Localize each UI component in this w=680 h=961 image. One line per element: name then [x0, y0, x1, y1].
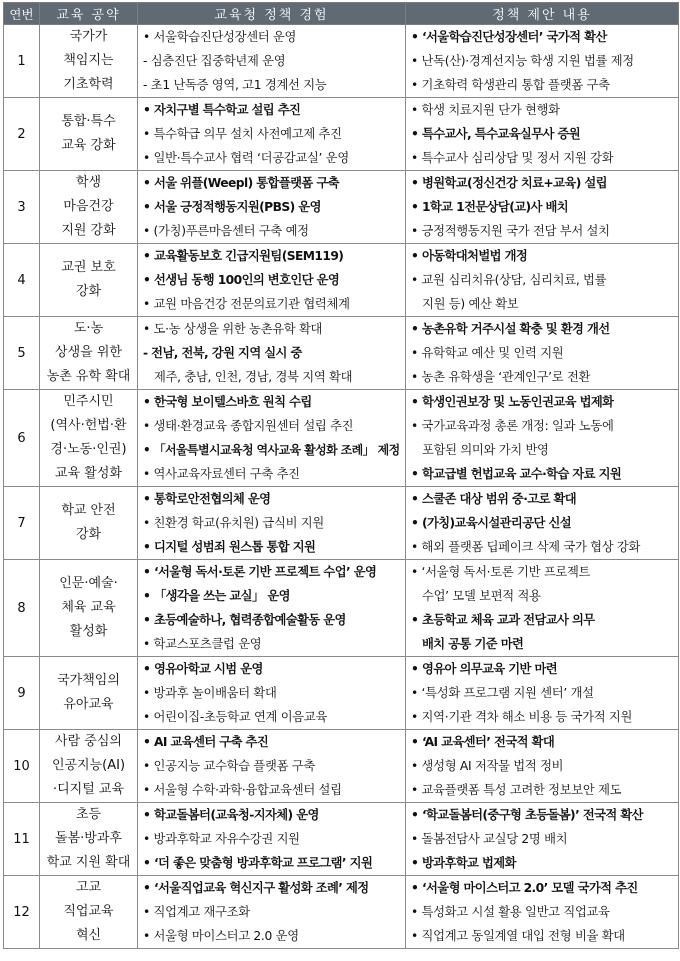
proposal-item: • 기초학력 학생관리 통합 플랫폼 구축 — [411, 78, 610, 92]
experience-item: - 심층진단 집중학년제 운영 — [143, 54, 286, 68]
table-row — [4, 390, 679, 487]
pledge-line: 인공지능(AI) — [51, 758, 126, 773]
pledge-line: 교권 보호 — [61, 260, 116, 275]
pledge-line: 지원 강화 — [61, 223, 116, 238]
experience-cell — [138, 98, 406, 171]
pledge-line: 도·농 — [73, 321, 104, 336]
experience-cell — [138, 730, 406, 803]
experience-item: - 전남, 전북, 강원 지역 실시 중 — [143, 346, 302, 360]
pledge-line: 인문·예술· — [59, 576, 118, 591]
pledge-line: 강화 — [75, 527, 102, 542]
proposal-item: • 지역·기관 격차 해소 비용 등 국가적 지원 — [411, 710, 633, 724]
experience-item: • 한국형 보이텔스바흐 원칙 수립 — [143, 395, 312, 409]
experience-item: • ‘더 좋은 맞춤형 방과후학교 프로그램’ 지원 — [143, 856, 373, 870]
proposal-item: 포함된 의미와 가치 반영 — [422, 443, 549, 457]
proposal-item: • 특수교사, 특수교육실무사 증원 — [411, 127, 580, 141]
pledge-line: 농촌 유학 확대 — [46, 369, 131, 384]
pledge-line: 사람 중심의 — [55, 734, 122, 749]
proposal-item: • ‘학교돌봄터(중구형 초등돌봄)’ 전국적 확산 — [411, 808, 643, 822]
experience-item: • 역사교육자료센터 구축 추진 — [143, 467, 300, 481]
table-row — [4, 244, 679, 317]
proposal-item: • 농촌 유학생을 ‘관계인구’로 전환 — [411, 370, 591, 384]
row-number: 10 — [4, 730, 40, 803]
header-number: 연번 — [4, 3, 40, 25]
row-number: 4 — [4, 244, 40, 317]
pledge-line: 국가가 — [69, 29, 108, 44]
row-number: 1 — [4, 25, 40, 98]
proposal-item: 지원 등) 예산 확보 — [422, 297, 519, 311]
pledge-line: 민주시민 — [63, 394, 114, 409]
experience-item: • 영유아학교 시범 운영 — [143, 662, 263, 676]
pledge-cell — [40, 657, 138, 730]
pledge-cell — [40, 730, 138, 803]
header-experience: 교육청 정책 경험 — [138, 3, 406, 25]
table-row — [4, 171, 679, 244]
experience-item: • 선생님 동행 100인의 변호인단 운영 — [143, 273, 340, 287]
experience-item: • 교육활동보호 긴급지원팀(SEM119) — [143, 249, 344, 263]
pledge-line: 마음건강 — [63, 199, 114, 214]
experience-item: • ‘서울형 독서·토론 기반 프로젝트 수업’ 운영 — [143, 565, 377, 579]
row-number: 2 — [4, 98, 40, 171]
experience-item: • 도·농 상생을 위한 농촌유학 확대 — [143, 322, 323, 336]
experience-item: • 서울형 수학·과학·융합교육센터 설립 — [143, 783, 342, 797]
experience-item: • 일반·특수교사 협력 ‘더공감교실’ 운영 — [143, 151, 349, 165]
header-pledge: 교육 공약 — [40, 3, 138, 25]
table-row — [4, 730, 679, 803]
table-row — [4, 876, 679, 949]
proposal-item: • 학생인권보장 및 노동인권교육 법제화 — [411, 395, 614, 409]
proposal-item: • 교원 심리치유(상담, 심리치료, 법률 — [411, 273, 607, 287]
experience-cell — [138, 876, 406, 949]
proposal-cell — [406, 876, 679, 949]
proposal-cell — [406, 803, 679, 876]
proposal-item: • (가칭)교육시설관리공단 신설 — [411, 516, 572, 530]
experience-item: • 직업계고 재구조화 — [143, 905, 250, 919]
proposal-item: • ‘서울학습진단성장센터’ 국가적 확산 — [411, 30, 607, 44]
experience-item: • 어린이집-초등학교 연계 이음교육 — [143, 710, 328, 724]
pledge-cell — [40, 390, 138, 487]
experience-cell — [138, 803, 406, 876]
proposal-item: • 특성화고 시설 활용 일반고 직업교육 — [411, 905, 610, 919]
experience-cell — [138, 244, 406, 317]
pledge-line: (역사·헌법·환 — [50, 418, 127, 433]
pledge-cell — [40, 98, 138, 171]
experience-cell — [138, 657, 406, 730]
experience-item: • 디지털 성범죄 원스톱 통합 지원 — [143, 540, 316, 554]
experience-cell — [138, 560, 406, 657]
experience-item: • 방과후 놀이배움터 확대 — [143, 686, 277, 700]
proposal-item: • 영유아 의무교육 기반 마련 — [411, 662, 558, 676]
proposal-item: • 스쿨존 대상 범위 중·고로 확대 — [411, 492, 577, 506]
proposal-item: • ‘특성화 프로그램 지원 센터’ 개설 — [411, 686, 594, 700]
proposal-item: • 교육플랫폼 특성 고려한 정보보안 제도 — [411, 783, 622, 797]
experience-item: • 초등예술하나, 협력종합예술활동 운영 — [143, 613, 346, 627]
proposal-item: • ‘AI 교육센터’ 전국적 확대 — [411, 735, 555, 749]
pledge-line: 학생 — [75, 175, 102, 190]
row-number: 7 — [4, 487, 40, 560]
proposal-item: • ‘서울형 마이스터고 2.0’ 모델 국가적 추진 — [411, 881, 638, 895]
proposal-item: • ‘서울형 독서·토론 기반 프로젝트 — [411, 565, 591, 579]
pledge-line: 활성화 — [69, 624, 108, 639]
experience-item: • 「생각을 쓰는 교실」 운영 — [143, 589, 290, 603]
proposal-item: • 학교급별 헌법교육 교수·학습 자료 지원 — [411, 467, 622, 481]
experience-item: - 초1 난독증 영역, 고1 경계선 지능 — [143, 78, 327, 92]
table-body — [4, 25, 679, 949]
table-row — [4, 317, 679, 390]
proposal-cell — [406, 730, 679, 803]
pledge-line: 통합·특수 — [61, 114, 116, 129]
row-number: 8 — [4, 560, 40, 657]
pledge-line: ·디지털 교육 — [52, 782, 125, 797]
row-number: 5 — [4, 317, 40, 390]
experience-item: • AI 교육센터 구축 추진 — [143, 735, 269, 749]
proposal-cell — [406, 657, 679, 730]
header-proposal: 정책 제안 내용 — [406, 3, 679, 25]
table-header — [4, 3, 679, 25]
experience-cell — [138, 171, 406, 244]
experience-item: • 특수학급 의무 설치 사전예고제 추진 — [143, 127, 342, 141]
pledge-cell — [40, 317, 138, 390]
proposal-item: • 직업계고 동일계열 대입 전형 비율 확대 — [411, 929, 625, 943]
proposal-cell — [406, 98, 679, 171]
proposal-item: 배치 공통 기준 마련 — [422, 637, 524, 651]
proposal-item: • 방과후학교 법제화 — [411, 856, 516, 870]
proposal-item: • 학생 치료지원 단가 현행화 — [411, 103, 560, 117]
experience-item: • 학교돌봄터(교육청-지자체) 운영 — [143, 808, 319, 822]
pledge-line: 유아교육 — [63, 697, 114, 712]
experience-item: • 서울 긍정적행동지원(PBS) 운영 — [143, 200, 321, 214]
pledge-cell — [40, 244, 138, 317]
pledge-line: 고교 — [75, 880, 102, 895]
row-number: 11 — [4, 803, 40, 876]
experience-item: • 학교스포츠클럽 운영 — [143, 637, 262, 651]
experience-item: • 서울 위플(Weepl) 통합플랫폼 구축 — [143, 176, 339, 190]
pledge-cell — [40, 876, 138, 949]
pledge-line: 기초학력 — [63, 77, 114, 92]
pledge-line: 교육 강화 — [61, 138, 116, 153]
pledge-line: 상생을 위한 — [55, 345, 122, 360]
experience-item: • ‘서울직업교육 혁신지구 활성화 조례’ 제정 — [143, 881, 369, 895]
table-row — [4, 560, 679, 657]
pledge-line: 국가책임의 — [57, 673, 120, 688]
row-number: 3 — [4, 171, 40, 244]
experience-item: • 친환경 학교(유치원) 급식비 지원 — [143, 516, 324, 530]
experience-item: • 「서울특별시교육청 역사교육 활성화 조례」 제정 — [143, 443, 400, 457]
proposal-cell — [406, 487, 679, 560]
proposal-item: • 초등학교 체육 교과 전담교사 의무 — [411, 613, 595, 627]
row-number: 12 — [4, 876, 40, 949]
policy-table — [3, 2, 679, 949]
pledge-line: 교육 활성화 — [55, 466, 122, 481]
proposal-item: • 해외 플랫폼 딥페이크 삭제 국가 협상 강화 — [411, 540, 641, 554]
experience-item: • (가칭)푸른마음센터 구축 예정 — [143, 224, 309, 238]
experience-item: • 방과후학교 자유수강권 지원 — [143, 832, 300, 846]
proposal-item: • 농촌유학 거주시설 확충 및 환경 개선 — [411, 322, 610, 336]
experience-item: • 서울학습진단성장센터 운영 — [143, 30, 297, 44]
table-row — [4, 657, 679, 730]
proposal-item: • 아동학대처벌법 개정 — [411, 249, 528, 263]
table-row — [4, 803, 679, 876]
row-number: 9 — [4, 657, 40, 730]
proposal-item: • 돌봄전담사 교실당 2명 배치 — [411, 832, 568, 846]
experience-item: • 생태·환경교육 종합지원센터 설립 추진 — [143, 419, 354, 433]
proposal-item: • 병원학교(정신건강 치료+교육) 설립 — [411, 176, 607, 190]
pledge-line: 체육 교육 — [61, 600, 116, 615]
pledge-cell — [40, 487, 138, 560]
proposal-item: • 난독(산)·경계선지능 학생 지원 법률 제정 — [411, 54, 634, 68]
proposal-item: • 긍정적행동지원 국가 전담 부서 설치 — [411, 224, 610, 238]
proposal-item: • 특수교사 심리상담 및 정서 지원 강화 — [411, 151, 614, 165]
pledge-line: 학교 지원 확대 — [46, 855, 131, 870]
pledge-cell — [40, 560, 138, 657]
proposal-cell — [406, 560, 679, 657]
pledge-line: 초등 — [75, 807, 102, 822]
pledge-line: 강화 — [75, 284, 102, 299]
experience-item: • 자치구별 특수학교 설립 추진 — [143, 103, 301, 117]
experience-item: • 인공지능 교수학습 플랫폼 구축 — [143, 759, 315, 773]
experience-cell — [138, 25, 406, 98]
pledge-line: 직업교육 — [63, 904, 114, 919]
table-row — [4, 25, 679, 98]
experience-cell — [138, 390, 406, 487]
table-row — [4, 487, 679, 560]
proposal-item: • 생성형 AI 저작물 법적 정비 — [411, 759, 564, 773]
proposal-cell — [406, 317, 679, 390]
experience-cell — [138, 487, 406, 560]
proposal-cell — [406, 390, 679, 487]
pledge-cell — [40, 803, 138, 876]
proposal-item: • 1학교 1전문상담(교)사 배치 — [411, 200, 569, 214]
experience-item: • 통학로안전협의체 운영 — [143, 492, 271, 506]
experience-item: • 교원 마음건강 전문의료기관 협력체계 — [143, 297, 350, 311]
pledge-line: 돌봄·방과후 — [55, 831, 122, 846]
pledge-line: 경·노동·인권) — [50, 442, 127, 457]
proposal-item: • 유학학교 예산 및 인력 지원 — [411, 346, 564, 360]
pledge-line: 책임지는 — [63, 53, 114, 68]
experience-item: • 서울형 마이스터고 2.0 운영 — [143, 929, 299, 943]
pledge-cell — [40, 25, 138, 98]
table-row — [4, 98, 679, 171]
pledge-line: 학교 안전 — [61, 503, 116, 518]
experience-cell — [138, 317, 406, 390]
proposal-cell — [406, 244, 679, 317]
pledge-cell — [40, 171, 138, 244]
pledge-line: 혁신 — [75, 928, 102, 943]
proposal-cell — [406, 171, 679, 244]
experience-item: 제주, 충남, 인천, 경남, 경북 지역 확대 — [154, 370, 353, 384]
proposal-cell — [406, 25, 679, 98]
proposal-item: 수업’ 모델 보편적 적용 — [422, 589, 541, 603]
row-number: 6 — [4, 390, 40, 487]
proposal-item: • 국가교육과정 총론 개정: 일과 노동에 — [411, 419, 614, 433]
